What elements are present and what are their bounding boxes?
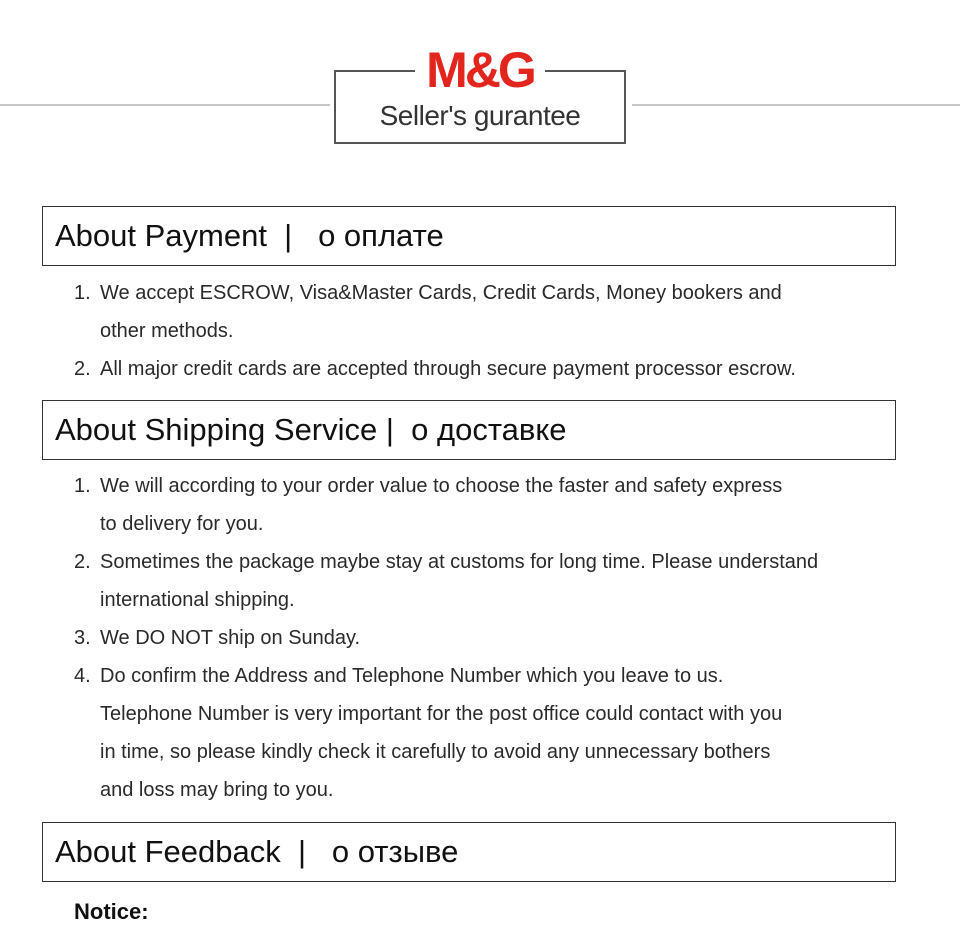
shipping-item-2	[74, 543, 818, 581]
item-text: Do confirm the Address and Telephone Number which you leave to us.	[100, 665, 724, 687]
item-text: All major credit cards are accepted through secure payment processor escrow.	[100, 358, 796, 380]
shipping-item-4-cont-3: and loss may bring to you.	[100, 779, 334, 801]
header-rule-right	[632, 104, 960, 106]
guarantee-tagline: Seller's gurantee	[379, 100, 581, 131]
item-number: 4.	[74, 665, 91, 687]
payment-section-title: About Payment | о оплате	[55, 218, 444, 253]
item-number: 2.	[74, 551, 91, 573]
payment-item-1	[74, 274, 782, 312]
shipping-item-4	[74, 657, 723, 695]
item-number: 2.	[74, 358, 91, 380]
item-number: 1.	[74, 282, 91, 304]
shipping-item-4-cont-1: Telephone Number is very important for the post office could contact with you	[100, 703, 783, 725]
shipping-item-1-cont: to delivery for you.	[100, 513, 264, 535]
payment-item-1-cont: other methods.	[100, 320, 234, 342]
item-text: Sometimes the package maybe stay at customs for long time. Please understand	[100, 551, 819, 573]
item-number: 1.	[74, 475, 91, 497]
shipping-item-2-cont: international shipping.	[100, 589, 295, 611]
payment-item-2	[74, 350, 796, 388]
shipping-section-title: About Shipping Service | о доставке	[55, 412, 567, 447]
item-text: We accept ESCROW, Visa&Master Cards, Credit Cards, Money bookers and	[100, 282, 782, 304]
payment-section-header	[42, 206, 896, 266]
item-number: 3.	[74, 627, 91, 649]
shipping-item-3	[74, 619, 360, 657]
shipping-section-header	[42, 400, 896, 460]
feedback-section-header	[42, 822, 896, 882]
shipping-item-1	[74, 467, 782, 505]
header-rule-left	[0, 104, 330, 106]
shipping-item-4-cont-2: in time, so please kindly check it carefully to avoid any unnecessary bothers	[100, 741, 771, 763]
feedback-section-title: About Feedback | о отзыве	[55, 834, 459, 869]
item-text: We will according to your order value to choose the faster and safety express	[100, 475, 783, 497]
brand-logo: M&G	[415, 44, 545, 96]
item-text: We DO NOT ship on Sunday.	[100, 627, 361, 649]
feedback-notice-label: Notice:	[74, 899, 149, 924]
